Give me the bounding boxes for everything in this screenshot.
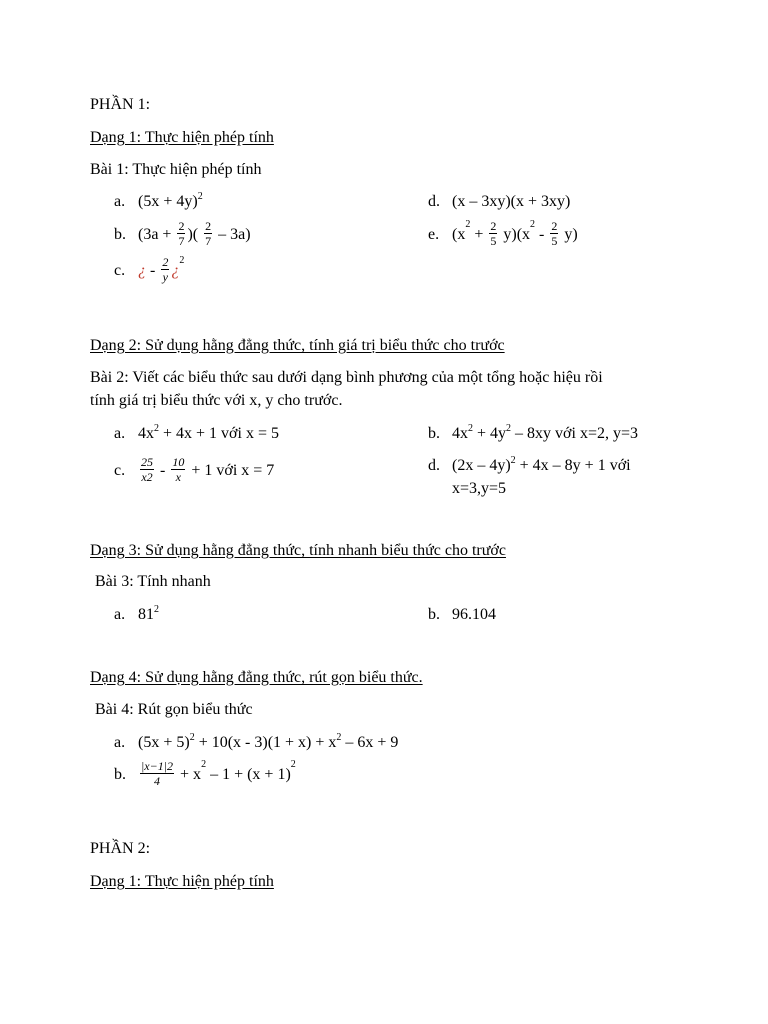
dang3-heading: Dạng 3: Sử dụng hằng đẳng thức, tính nhanh biểu thức cho trước: [90, 542, 506, 559]
fraction: $\frac{|x-1|2}{4}$: [141, 759, 174, 788]
bai2-item-d-line2: x=3,y=5: [452, 480, 507, 497]
bai1-item-a: a. $(5x + 4y)^2$: [114, 191, 203, 210]
bai1-title: Bài 1: Thực hiện phép tính: [90, 161, 262, 178]
bai4-title: Bài 4: Rút gọn biểu thức: [95, 701, 253, 718]
bai3-item-a: a. $81^2$: [114, 604, 159, 623]
bai1-item-c: c. ¿ - $\frac{2}{y}$ ¿$^2$: [114, 255, 185, 284]
bai2-line1: Bài 2: Viết các biểu thức sau dưới dạng bình phương của một tổng hoặc hiệu rồi: [90, 369, 603, 386]
bai2-item-c: c. $\frac{25}{x2}$ - $\frac{10}{x}$ + 1 với x = 7: [114, 455, 275, 484]
fraction: $\frac{2}{y}$: [162, 255, 169, 284]
part2-dang1-heading: Dạng 1: Thực hiện phép tính: [90, 873, 274, 890]
dang4-heading: Dạng 4: Sử dụng hằng đẳng thức, rút gọn biểu thức.: [90, 669, 423, 686]
fraction: $\frac{2}{7}$: [205, 219, 212, 248]
bai3-item-b: b. 96.104: [428, 606, 496, 623]
bai1-item-b: b. (3a + $\frac{2}{7}$ )( $\frac{2}{7}$ – 3a): [114, 219, 251, 248]
bai2-item-b: b. $4x^2 + 4y^2 - 8xy$ với x=2, y=3: [428, 423, 638, 442]
fraction: $\frac{2}{7}$: [178, 219, 185, 248]
part2-title: PHẦN 2:: [90, 840, 151, 857]
fraction: $\frac{25}{x2}$: [141, 455, 153, 484]
bai2-item-a: a. $4x^2 + 4x + 1$ với x = 5: [114, 423, 279, 442]
bai4-item-b: b. $\frac{|x-1|2}{4}$ + $x^2 - 1 + (x + 1)^2$: [114, 759, 296, 788]
bai4-item-a: a. $(5x + 5)^2 + 10(x - 3)(1 + x) + x^2 - 6x + 9$: [114, 732, 399, 751]
fraction: $\frac{10}{x}$: [172, 455, 185, 484]
fraction: $\frac{2}{5}$: [551, 219, 558, 248]
bai2-item-d: d. (2x – 4y)$^2$ + 4x – 8y + 1 với: [428, 455, 631, 474]
bai1-item-e: e. ($x^2$ + $\frac{2}{5}$ $y)(x^2$ - $\frac{2}{5}$ y): [428, 219, 578, 248]
part1-title: PHẦN 1:: [90, 96, 151, 113]
bai1-item-d: d. (x – 3xy)(x + 3xy): [428, 193, 571, 210]
bai2-line2: tính giá trị biểu thức với x, y cho trước.: [90, 392, 343, 409]
bai3-title: Bài 3: Tính nhanh: [95, 573, 211, 590]
dang2-heading: Dạng 2: Sử dụng hằng đẳng thức, tính giá trị biểu thức cho trước: [90, 337, 505, 354]
dang1-heading: Dạng 1: Thực hiện phép tính: [90, 129, 274, 146]
fraction: $\frac{2}{5}$: [490, 219, 497, 248]
